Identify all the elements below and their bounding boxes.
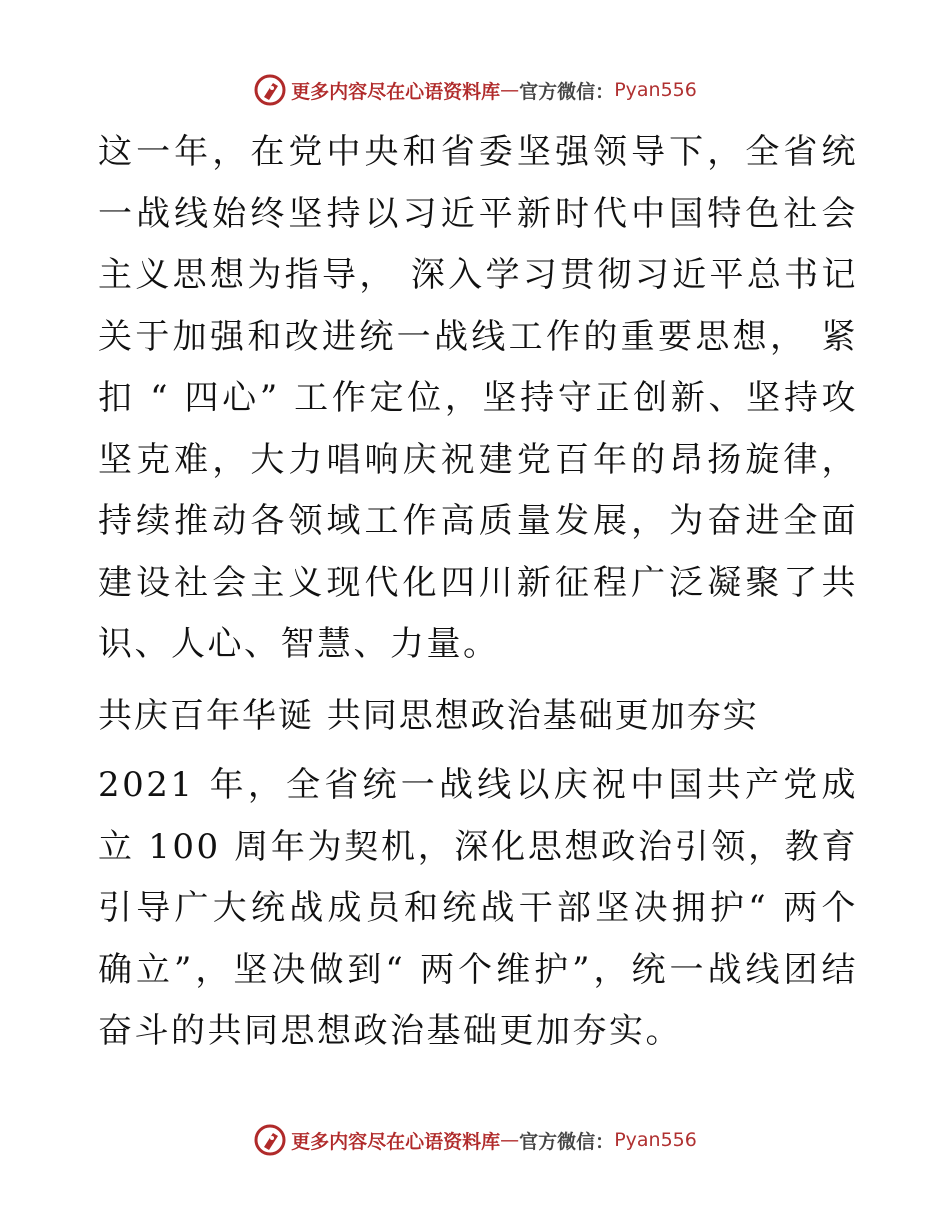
document-body xyxy=(98,122,858,1063)
banner-main-text: 更多内容尽在心语资料库 xyxy=(291,1130,501,1153)
pen-nib-logo-icon xyxy=(253,73,287,107)
banner-sub-text: 官方微信： xyxy=(519,1130,615,1153)
banner-wechat-id: Pyan556 xyxy=(614,79,697,101)
paragraph-2: 2021 年，全省统一战线以庆祝中国共产党成立 100 周年为契机，深化思想政治引领，教育引导广大统战成员和统战干部坚决拥护“ 两个确立”，坚决做到“ 两个维护”，统一战线团结奋斗的共同思想政治基础更加夯实。 xyxy=(98,765,858,1051)
header-banner xyxy=(0,70,950,110)
banner-main-text: 更多内容尽在心语资料库 xyxy=(291,80,501,103)
banner-sub-text: 官方微信： xyxy=(519,80,615,103)
pen-nib-logo-icon xyxy=(253,1123,287,1157)
paragraph-1: 这一年，在党中央和省委坚强领导下，全省统一战线始终坚持以习近平新时代中国特色社会主义思想为指导， 深入学习贯彻习近平总书记关于加强和改进统一战线工作的重要思想， 紧扣 “ 四心” 工作定位，坚持守正创新、坚持攻坚克难，大力唱响庆祝建党百年的昂扬旋律，持续推动各领域工作高质量发展，为奋进全面建设社会主义现代化四川新征程广泛凝聚了共识、人心、智慧、力量。 xyxy=(98,132,858,664)
section-heading: 共庆百年华诞 共同思想政治基础更加夯实 xyxy=(98,695,759,736)
footer-banner xyxy=(0,1120,950,1160)
banner-dash: — xyxy=(500,79,520,101)
banner-dash: — xyxy=(500,1129,520,1151)
banner-wechat-id: Pyan556 xyxy=(614,1129,697,1151)
